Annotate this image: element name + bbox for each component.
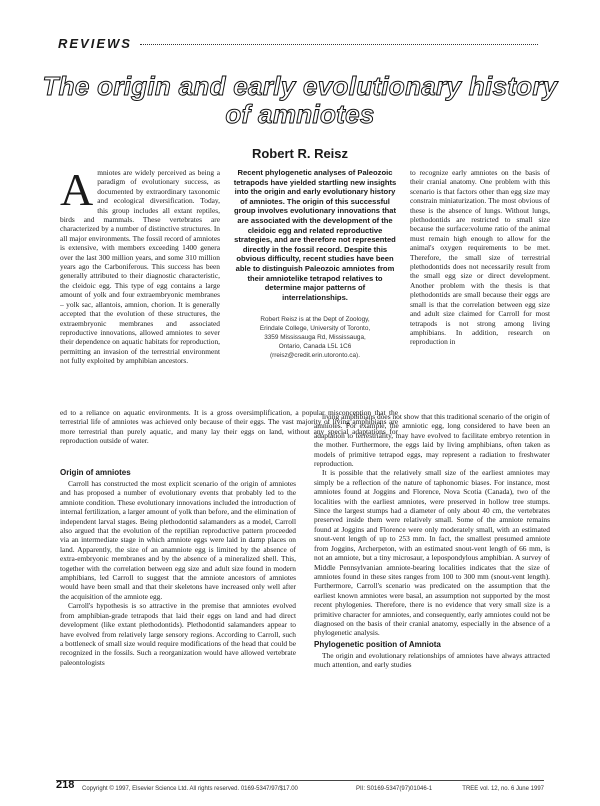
body-paragraph: The origin and evolutionary relationships of amniotes have always attracted much attention, and early studies (314, 650, 550, 670)
affiliation-line: 3359 Mississauga Rd, Mississauga, (264, 333, 366, 341)
section-tag: REVIEWS (58, 36, 132, 51)
article-title (40, 72, 560, 128)
body-paragraph: Carroll has constructed the most explicit scenario of the origin of amniotes and has proposed a number of evolutionary events that probably led to the amniote condition. These evolutionary innovations included the introduction of internal fertilization, a larger amount of yolk than before, and the elimination of independent larval stages. Being plethodontid salamanders as a model, Carroll also argued that the evolution of the reptilian reproductive pattern proceeded via an intermediate stage in which amniote eggs were laid in damp places on land. Apparently, the size of an anamniote egg is limited by the absence of extra-embryonic membranes and by the absence of a mineralized shell. This, together with the correlation between egg size and adult size found in modern amphibians, led Carroll to suggest that the amniote ancestors of amniotes would have been small and that their skeletons have increased only well after the acquisition of the amniote egg. (60, 479, 296, 601)
affiliation-email: (rreisz@credit.erin.utoronto.ca). (270, 351, 360, 359)
page-number: 218 (56, 779, 75, 791)
intro-column (60, 168, 220, 408)
affiliation-line: Erindale College, University of Toronto, (259, 325, 371, 333)
page-footer (56, 779, 544, 792)
affiliation-line: Robert Reisz is at the Dept of Zoology, (260, 316, 370, 324)
abstract-text: Recent phylogenetic analyses of Paleozoic tetrapods have yielded startling new insights into the origin and early evolutionary history of amniotes. The origin of this successful group involves evolutionary innovations that are associated with the development of the cleidoic egg and related reproductive strategies, and are therefore not represented directly in the fossil record. Despite this obvious difficulty, recent studies have been able to distinguish Paleozoic amniotes from their amniotelike tetrapod relatives to determine major patterns of interrelationships. (233, 168, 397, 302)
section-rule (140, 44, 538, 45)
affiliation-line: Ontario, Canada L5L 1C6 (278, 342, 352, 350)
footer-journal: TREE vol. 12, no. 6 June 1997 (462, 786, 544, 792)
body-paragraph: Carroll's hypothesis is so attractive in the premise that amniotes evolved from amphibian-grade tetrapods that laid their eggs on land and had direct development (like extant plethodontids). Plethodontid salamanders appear to have evolved from relatively large sensory regions. According to Carroll, such a bottleneck of small size would require modifications of the head that could be recognized in the fossils. Such a reorganization would have allowed vertebrate paleontologists (60, 601, 296, 667)
right-column-top: to recognize early amniotes on the basis of their cranial anatomy. One problem with this scenario is that factors other than egg size may constrain miniaturization. The most obvious of these is the absence of lungs. Without lungs, plethodontids are restricted to small size because the surface:volume ratio of the animal must remain high enough to allow for the animal's oxygen requirements to be met. Therefore, the small size of terrestrial plethodontids does not necessarily result from the small egg size or direct development. Another problem with the thesis is that plethodontids are small because their eggs are small is that the correlation between egg size and adult size claimed for Carroll for most tetrapods is not strong among living amphibians. In addition, research on reproduction in (410, 168, 550, 347)
author-affiliation (232, 316, 398, 360)
lower-left-column (60, 466, 296, 778)
lower-right-column (314, 412, 550, 778)
spanning-paragraph: ed to a reliance on aquatic environments. It is a gross oversimplification, a popular misconception that the terrestrial life of amniotes was achieved only because of their eggs. The vast majority of living amphibians are more terrestrial than purely aquatic, and many lay their eggs on land, without any special adaptations for reproduction outside of water. (60, 408, 398, 446)
section-heading-origin: Origin of amniotes (60, 468, 131, 477)
intro-text: mniotes are widely perceived as being a paradigm of evolutionary success, as documented by extraordinary taxonomic and ecological diversification. Today, this group includes all extant reptiles, birds and mammals. These vertebrates are characterized by a number of distinctive structures. In all major environments. The fossil record of amniotes is extensive, with members exceeding 1400 genera over the last 300 million years, and some 310 million years ago the Carboniferous. This success has been generally attributed to their diagnostic characteristic, the cleidoic egg. This type of egg contains a large amount of yolk and four extraembryonic membranes – yolk sac, allantois, amnion, chorion. It is generally accepted that the evolution of these structures, the extraembryonic membranes and associated reproductive innovations, allowed amniotes to sever their dependence on aquatic habitats for reproduction, permitting an invasion of the terrestrial environment not fully exploited by amphibian ancestors. (60, 168, 220, 366)
title-line-1: The origin and early evolutionary history (42, 71, 558, 101)
author-name: Robert R. Reisz (251, 146, 349, 161)
abstract-column (232, 168, 398, 360)
title-line-2: of amniotes (225, 99, 375, 129)
body-paragraph: living amphibians does not show that this traditional scenario of the origin of amniotes. For example, the amniotic egg, long considered to have been an adaptation to terrestriality, may have evolved to facilitate embryo retention in the mother. Furthermore, the eggs laid by living amphibians, often taken as models of primitive tetrapod eggs, may represent a radiation to freshwater reproduction. (314, 412, 550, 469)
drop-cap: A (60, 168, 94, 215)
footer-pii: PII: S0169-5347(97)01046-1 (356, 786, 433, 792)
section-heading-phylogenetic: Phylogenetic position of Amniota (314, 639, 441, 649)
footer-copyright: Copyright © 1997, Elsevier Science Ltd. All rights reserved. 0169-5347/97/$17.00 (82, 786, 298, 792)
body-paragraph: It is possible that the relatively small size of the earliest amniotes may simply be a reflection of the nature of taphonomic biases. For instance, most amniotes found at Joggins and Florence, Nova Scotia (Canada), two of the localities with the earliest amniotes, were preserved in hollow tree stumps. Since the largest stumps had a diameter of only about 40 cm, the vertebrates preserved inside them were relatively small. Some of the amniote remains found at Joggins and Florence were only moderately small, with an estimated snout-vent length of up to 253 mm. In fact, the smallest presumed amniote from Joggins, Archerpeton, with an estimated snout-vent length of 66 mm, is not an amniote, but a tiny microsaur, a lepospondylous amphibian. A survey of Middle Pennsylvanian amniote-bearing localities indicates that the size of amniotes found in these sites ranges from 100 to 300 mm (snout-vent length). Furthermore, Carroll's scenario was predicated on the assumption that the earliest known amniotes were basal, an assumption not supported by the most recent phylogenies. Therefore, there is no evidence that very small size is a primitive character for amniotes, and consequently, early amniotes could not be diagnosed on the basis of their cranial anatomy, especially in the absence of a phylogenetic analysis. (314, 468, 550, 638)
